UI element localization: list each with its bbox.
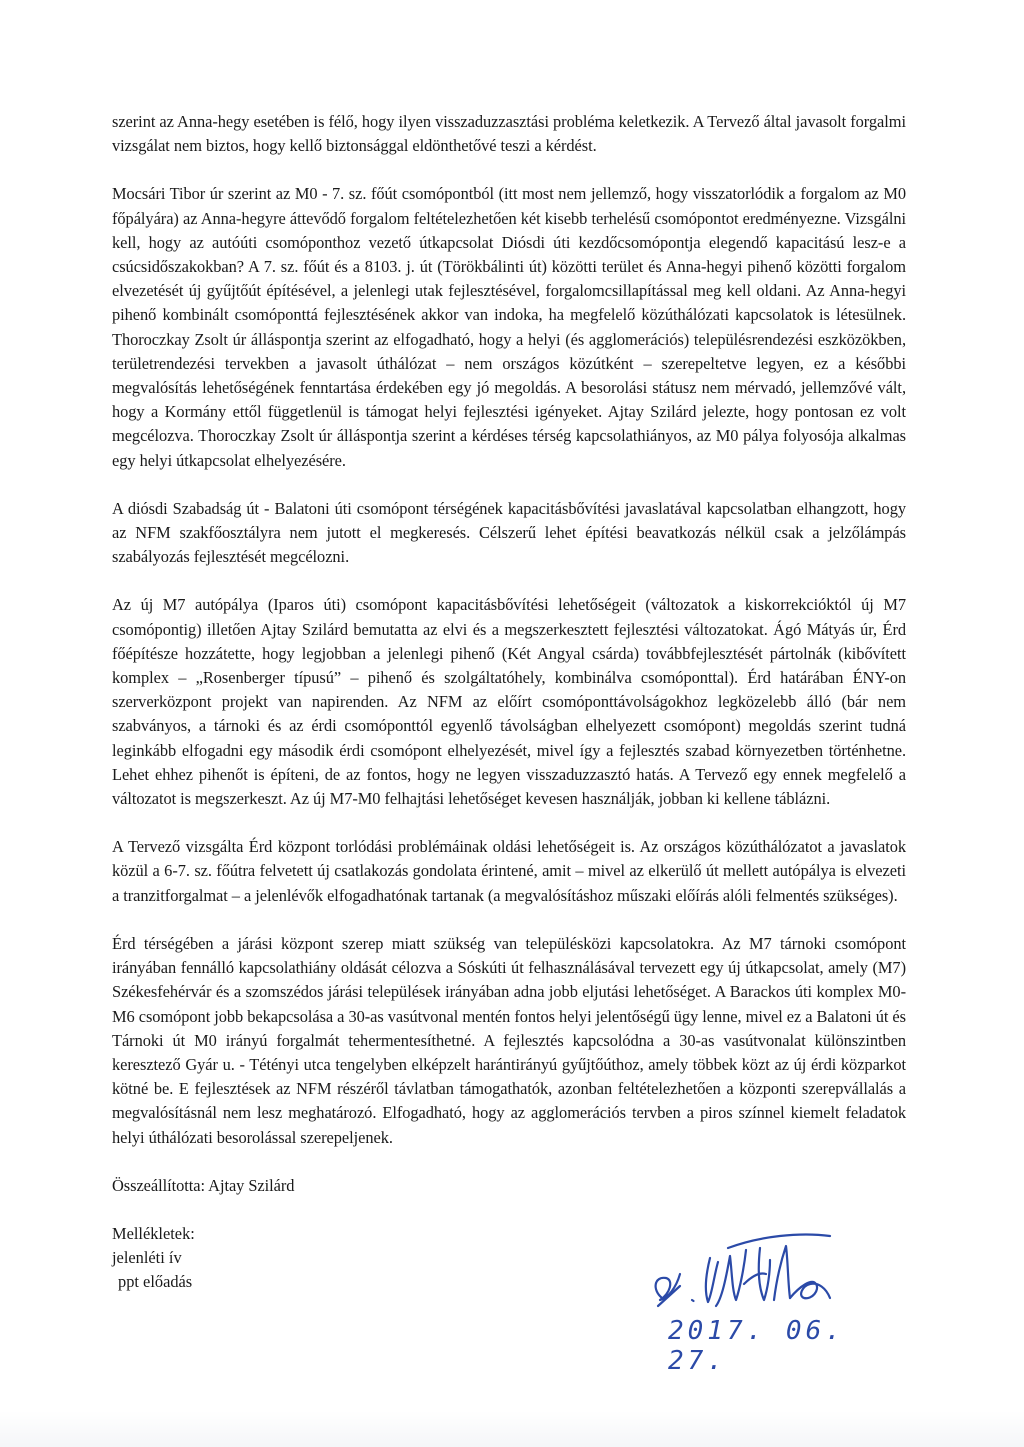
scan-edge-shadow <box>0 1411 1024 1447</box>
document-body <box>112 110 906 1295</box>
compiled-by: Összeállította: Ajtay Szilárd <box>112 1175 295 1195</box>
handwritten-date-text: 2017. 06. 27. <box>668 1316 845 1376</box>
attachment-item: ppt előadás <box>118 1272 193 1292</box>
paragraph-4: Az új M7 autópálya (Iparos úti) csomópont kapacitásbővítési lehetőségeit (változatok a kiskorrekcióktól új M7 csomópontig) illetően Ajtay Szilárd bemutatta az elvi és a megszerkesztett fejlesztési változatokat. Ágó Mátyás úr, Érd főépítésze hozzátette, hogy legjobban a jelenlegi pihenő (Két Angyal csárda) továbbfejlesztését pártolnák (kibővített komplex – „Rosenberger típusú” – pihenő és szolgáltatóhely, kombinálva csomóponttal). Érd határában ÉNY-on szerverközpont projekt van napirenden. Az NFM az előírt csomóponttávolságokhoz legközelebb álló (bár nem szabványos, a tárnoki és az érdi csomóponttól egyenlő távolságban elhelyezett csomópont) megoldás szerint tudná leginkább elfogadni egy második érdi csomópont elhelyezését, mivel így a fejlesztés szabad környezetben történhetne. Lehet ehhez pihenőt is építeni, de az fontos, hogy ne legyen visszaduzzasztó hatás. A Tervező egy ennek megfelelő a változatot is megszerkeszt. Az új M7-M0 felhajtási lehetőséget kevesen használják, jobban ki kellene táblázni. <box>112 595 906 809</box>
paragraph-1: szerint az Anna-hegy esetében is félő, hogy ilyen visszaduzzasztási probléma keletkezik. A Tervező által javasolt forgalmi vizsgálat nem biztos, hogy kellő biztonsággal eldönthetővé teszi a kérdést. <box>112 112 906 156</box>
paragraph-gap <box>112 569 906 593</box>
paragraph-gap <box>112 473 906 497</box>
paragraph-3: A diósdi Szabadság út - Balatoni úti csomópont térségének kapacitásbővítési javaslatával kapcsolatban elhangzott, hogy az NFM szakfőosztályra nem jutott el megkeresés. Célszerű lehet építési beavatkozás nélkül csak a jelzőlámpás szabályozás fejlesztését megcélozni. <box>112 498 906 567</box>
paragraph-gap <box>112 1150 906 1174</box>
paragraph-6: Érd térségében a járási központ szerep miatt szükség van településközi kapcsolatokra. Az M7 tárnoki csomópont irányában fennálló kapcsolathiány oldását célozva a Sóskúti út felhasználásával tervezett egy új útkapcsolat, amely (M7) Székesfehérvár és a szomszédos járási települések irányában adna jobb eljutási lehetőséget. A Barackos úti komplex M0-M6 csomópont jobb bekapcsolása a 30-as vasútvonal mentén fontos helyi jelentőségű ügy lenne, mivel ez a Balatoni út és Tárnoki út M0 irányú forgalmát tehermentesíthetné. A fejlesztés kapcsolódna a 30-as vasútvonalat különszintben keresztező Gyár u. - Tétényi utca tengelyben elképzelt harántirányú gyűjtőúthoz, amely többek közt az új érdi közparkot kötné be. E fejlesztések az NFM részéről távlatban támogathatók, azonban feltételezhetően a központi szerepvállalás a megvalósításnál nem lesz meghatározó. Elfogadható, hogy az agglomerációs tervben a piros színnel kiemelt feladatok helyi úthálózati besorolással szerepeljenek. <box>112 933 906 1147</box>
attachment-item: jelenléti ív <box>112 1248 182 1268</box>
paragraph-5: A Tervező vizsgálta Érd központ torlódási problémáinak oldási lehetőségeit is. Az országos közúthálózatot a javaslatok közül a 6-7. sz. főútra felvetett új csatlakozás gondolata érintené, amit – mivel az elkerülő út mellett autópálya is elvezeti a tranzitforgalmat – a jelenlévők elfogadhatónak tartanak (a megvalósításhoz műszaki előírás alóli felmentés szükséges). <box>112 837 906 905</box>
handwritten-signature <box>640 1228 880 1318</box>
paragraph-gap <box>112 158 906 182</box>
paragraph-gap <box>112 908 906 932</box>
attachments-heading: Mellékletek: <box>112 1223 195 1243</box>
handwritten-date <box>668 1316 868 1376</box>
paragraph-2: Mocsári Tibor úr szerint az M0 - 7. sz. főút csomópontból (itt most nem jellemző, hogy visszatorlódik a forgalom az M0 főpályára) az Anna-hegyre áttevődő forgalom feltételezhetően két kisebb terhelésű csomópontot eredményezne. Vizsgálni kell, hogy az autóúti csomóponthoz vezető útkapcsolat Diósdi úti kezdőcsomópontja elegendő kapacitású lesz-e a csúcsidőszakokban? A 7. sz. főút és a 8103. j. út (Törökbálinti út) közötti terület és Anna-hegyi pihenő közötti forgalom elvezetését új gyűjtőút építésével, a jelenlegi utak fejlesztésével, forgalomcsillapítással meg kell oldani. Az Anna-hegyi pihenő kombinált csomóponttá fejlesztésének akkor van indoka, ha megfelelő közúthálózati kapcsolatok is létesülnek. Thoroczkay Zsolt úr álláspontja szerint az elfogadható, hogy a helyi (és agglomerációs) településrendezési eszközökben, területrendezési tervekben a javasolt úthálózat – nem országos közútként – szerepeltetve legyen, ez a későbbi megvalósítás lehetőségének fenntartása érdekében egy jó megoldás. A besorolási státusz nem mérvadó, jellemzővé vált, hogy a Kormány ettől függetlenül is támogat helyi fejlesztési igényeket. Ajtay Szilárd jelezte, hogy pontosan ez volt megcélozva. Thoroczkay Zsolt úr álláspontja szerint a kérdéses térség kapcsolathiányos, az M0 pálya folyosója alkalmas egy helyi útkapcsolat elhelyezésére. <box>112 184 906 470</box>
paragraph-gap <box>112 1198 906 1222</box>
paragraph-gap <box>112 811 906 835</box>
